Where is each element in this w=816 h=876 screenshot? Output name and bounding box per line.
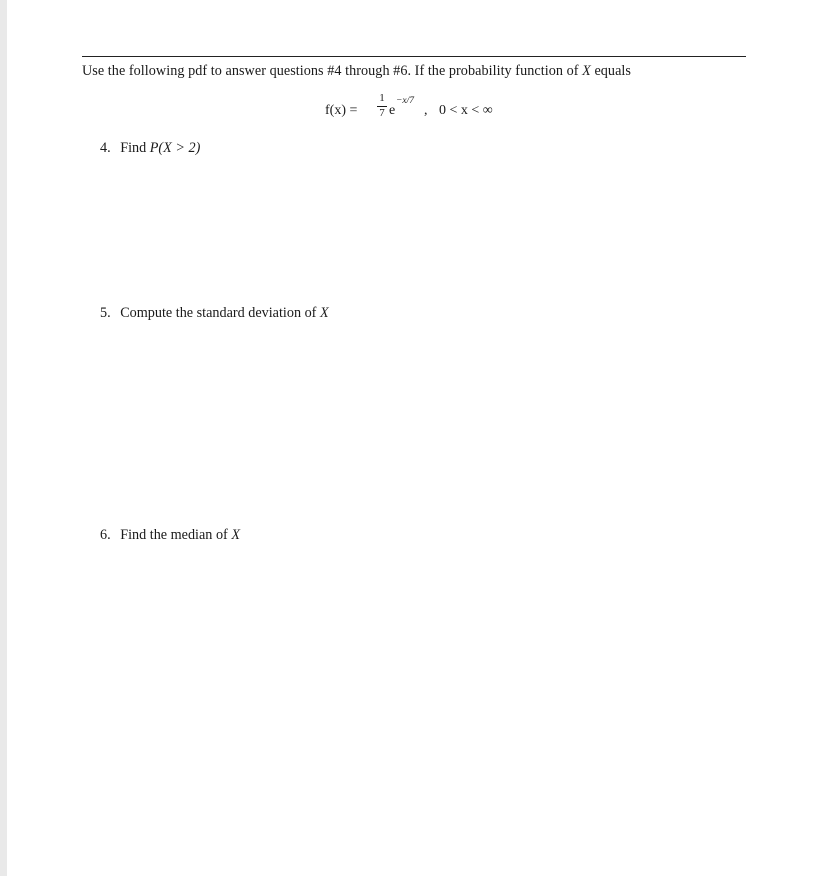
- question-6: [100, 527, 240, 544]
- intro-variable: X: [582, 63, 591, 79]
- question-expression: P(X > 2): [149, 140, 201, 156]
- formula-base: e: [389, 103, 396, 118]
- formula-fraction: [377, 93, 387, 119]
- question-text: Find the median of: [120, 527, 228, 543]
- fraction-denominator: 7: [379, 107, 385, 119]
- formula-separator: ,: [424, 103, 428, 118]
- question-variable: X: [319, 305, 329, 321]
- question-number: 5.: [100, 305, 111, 321]
- fraction-numerator: 1: [379, 92, 385, 104]
- formula-lhs: f(x) =: [325, 103, 358, 118]
- formula-exponent: −x/7: [396, 96, 415, 106]
- question-variable: X: [231, 527, 240, 543]
- formula-domain: 0 < x < ∞: [439, 103, 493, 118]
- question-4: [100, 140, 200, 157]
- question-number: 6.: [100, 527, 111, 543]
- intro-tail: equals: [594, 63, 631, 79]
- intro-text: Use the following pdf to answer questions #4 through #6. If the probability function of: [82, 63, 579, 79]
- document-page: [7, 0, 816, 876]
- question-text: Find: [120, 140, 147, 156]
- question-text: Compute the standard deviation of: [120, 305, 317, 321]
- top-horizontal-rule: [82, 56, 746, 57]
- question-number: 4.: [100, 140, 111, 156]
- question-5: [100, 305, 329, 322]
- intro-paragraph: [82, 63, 754, 80]
